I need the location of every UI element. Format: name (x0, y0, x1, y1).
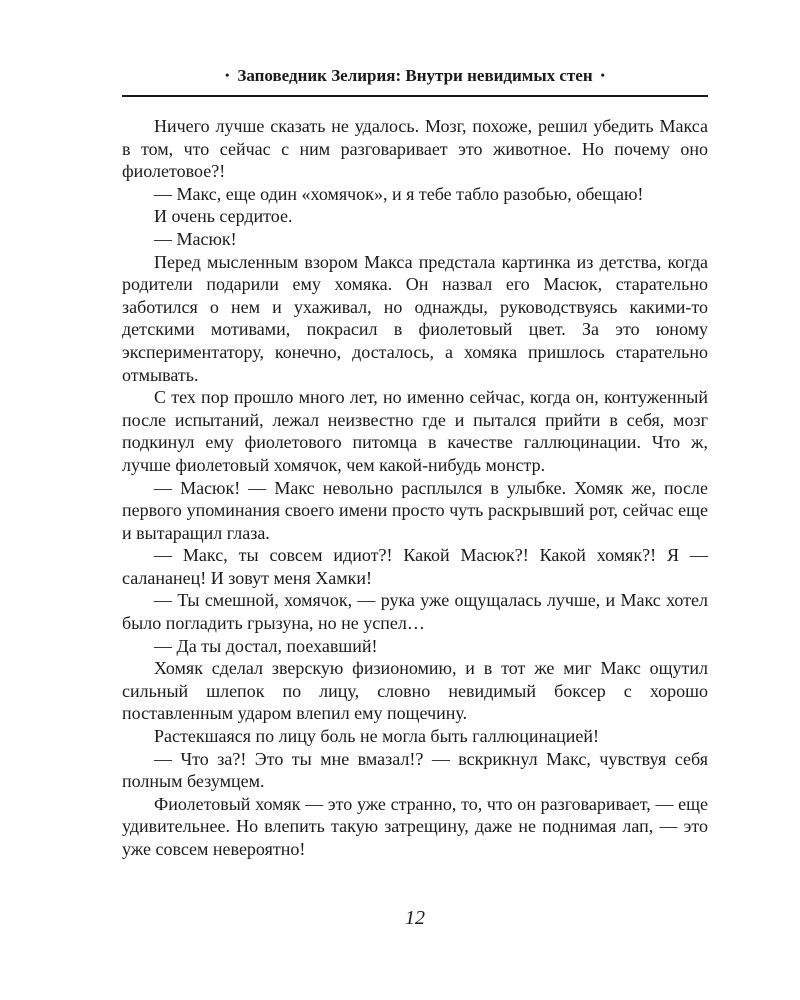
header-rule (122, 95, 708, 97)
paragraph: Перед мысленным взором Макса предстала картинка из детства, когда родители подарили ему хомяка. Он назвал его Масюк, старательно заботился о нем и ухаживал, но однажды, руководствуясь какими-то детскими мотивами, покрасил в фиолетовый цвет. За это юному экспериментатору, конечно, досталось, а хомяка пришлось старательно отмывать. (122, 251, 708, 385)
paragraph: С тех пор прошло много лет, но именно сейчас, когда он, контуженный после испытаний, лежал неизвестно где и пытался прийти в себя, мозг подкинул ему фиолетового питомца в качестве галлюцинации. Что ж, лучше фиолетовый хомячок, чем какой-нибудь монстр. (122, 387, 708, 475)
paragraph: Ничего лучше сказать не удалось. Мозг, похоже, решил убедить Макса в том, что сейчас с ним разговаривает это животное. Но почему оно фиолетовое?! (122, 116, 708, 182)
bullet-icon: • (225, 68, 230, 82)
page-number: 12 (405, 907, 425, 929)
running-head (122, 64, 708, 87)
paragraph: — Масюк! (154, 228, 237, 249)
bullet-icon: • (600, 68, 605, 82)
paragraph: И очень сердитое. (154, 206, 293, 227)
running-head-title: Заповедник Зелирия: Внутри невидимых стен (237, 66, 593, 85)
paragraph: — Что за?! Это ты мне вмазал!? — вскрикнул Макс, чувствуя себя полным безумцем. (122, 748, 708, 792)
paragraph: — Макс, ты совсем идиот?! Какой Масюк?! Какой хомяк?! Я — салананец! И зовут меня Хамки! (122, 545, 708, 588)
paragraph: — Макс, еще один «хомячок», и я тебе табло разобью, обещаю! (154, 183, 644, 204)
body-text (122, 115, 708, 861)
paragraph: — Ты смешной, хомячок, — рука уже ощущалась лучше, и Макс хотел было погладить грызуна, но не успел… (122, 590, 708, 634)
paragraph: — Масюк! — Макс невольно расплылся в улыбке. Хомяк же, после первого упоминания своего имени просто чуть раскрывший рот, сейчас еще и вытаращил глаза. (122, 477, 708, 543)
paragraph: Хомяк сделал зверскую физиономию, и в тот же миг Макс ощутил сильный шлепок по лицу, словно невидимый боксер с хорошо поставленным ударом влепил ему пощечину. (122, 658, 708, 724)
paragraph: Растекшаяся по лицу боль не могла быть галлюцинацией! (154, 726, 599, 747)
paragraph: Фиолетовый хомяк — это уже странно, то, что он разговаривает, — еще удивительнее. Но влепить такую затрещину, даже не поднимая лап, — это уже совсем невероятно! (122, 793, 708, 859)
paragraph: — Да ты достал, поехавший! (154, 635, 378, 656)
